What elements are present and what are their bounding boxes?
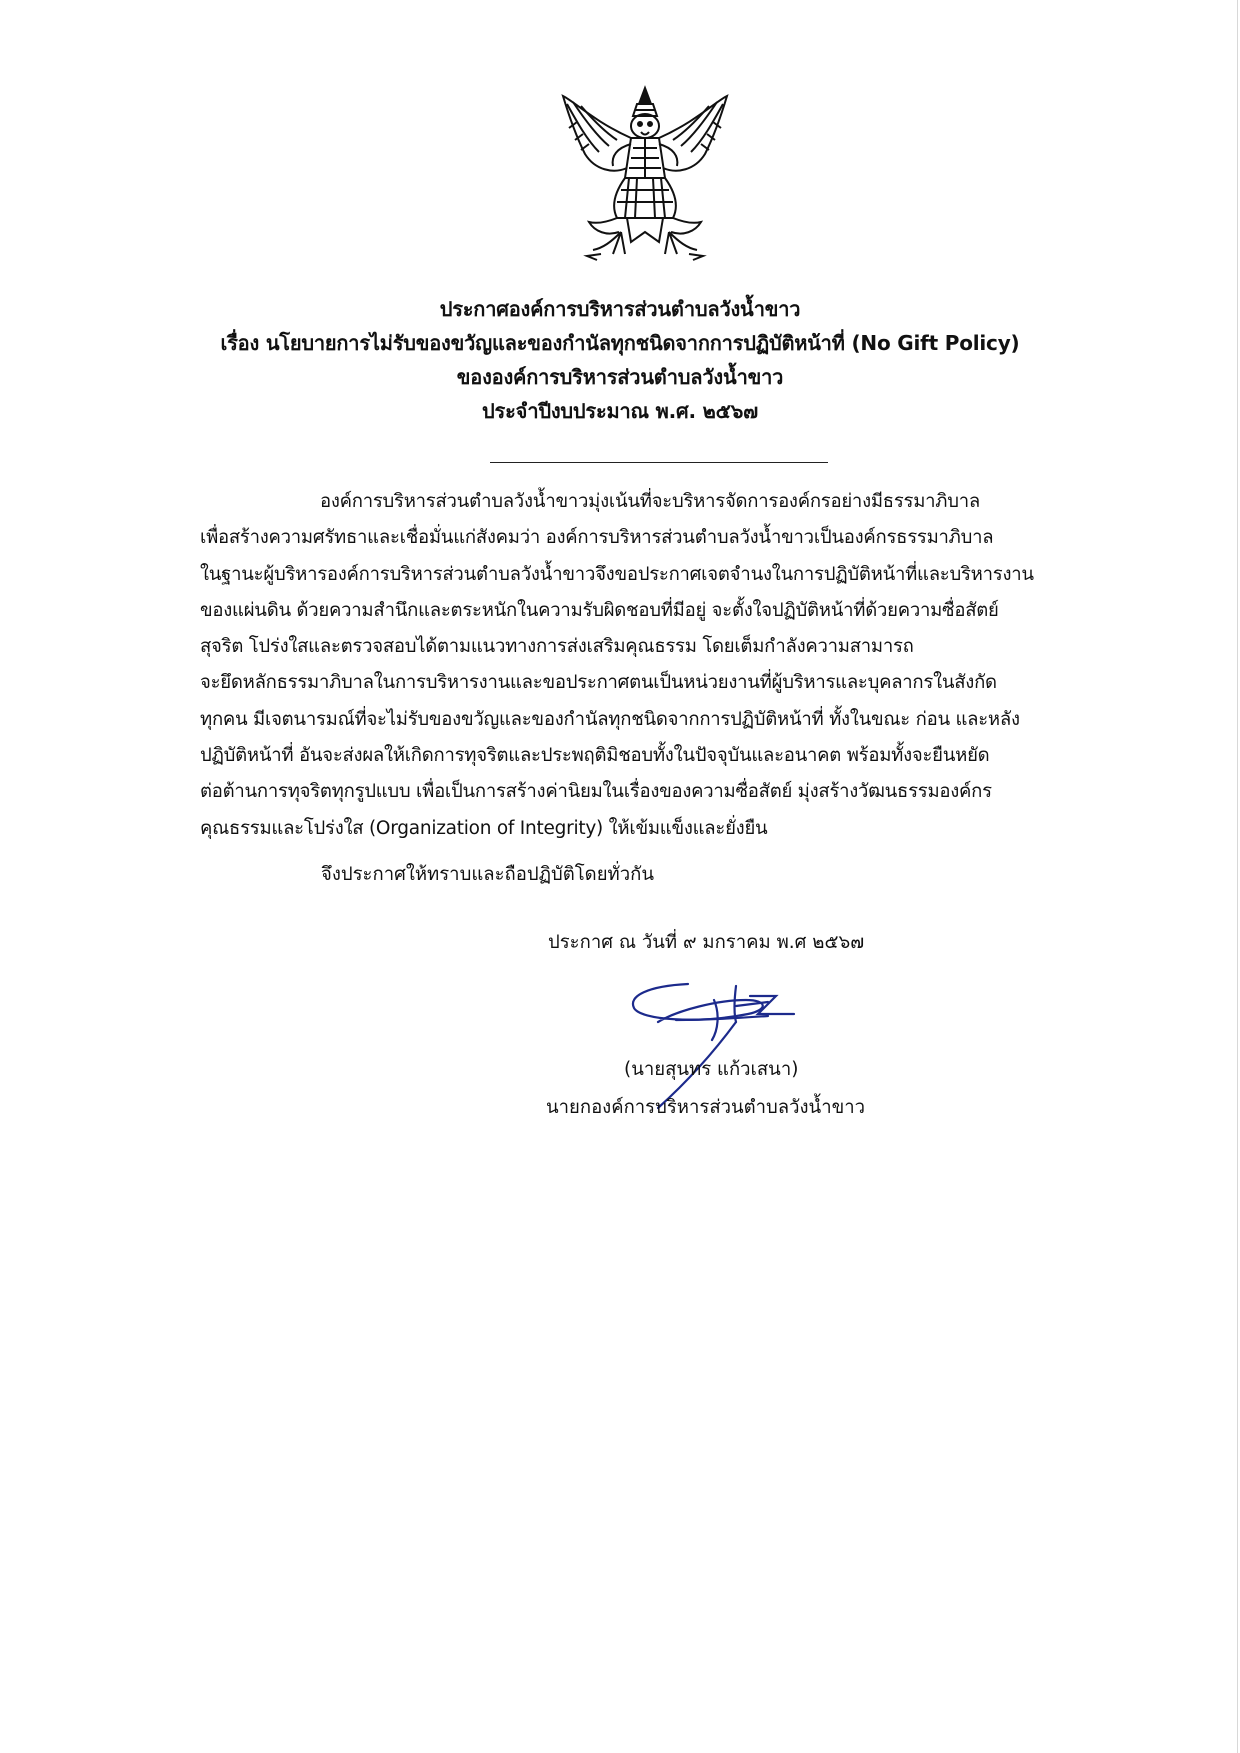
title-divider bbox=[490, 462, 828, 463]
announcement-title bbox=[150, 292, 1090, 428]
signatory-title: นายกองค์การบริหารส่วนตำบลวังน้ำขาว bbox=[546, 1097, 866, 1118]
body-line: จะยึดหลักธรรมาภิบาลในการบริหารงานและขอประกาศตนเป็นหน่วยงานที่ผู้บริหารและบุคลากรในสังกัด bbox=[200, 672, 997, 694]
body-line: ปฏิบัติหน้าที่ อันจะส่งผลให้เกิดการทุจริตและประพฤติมิชอบทั้งในปัจจุบันและอนาคต พร้อมทั้งจะยืนหยัด bbox=[200, 745, 990, 767]
title-line-3: ขององค์การบริหารส่วนตำบลวังน้ำขาว bbox=[456, 365, 784, 389]
body-line: ทุกคน มีเจตนารมณ์ที่จะไม่รับของขวัญและของกำนัลทุกชนิดจากการปฏิบัติหน้าที่ ทั้งในขณะ ก่อน และหลัง bbox=[200, 708, 1020, 730]
body-line: ต่อต้านการทุจริตทุกรูปแบบ เพื่อเป็นการสร้างค่านิยมในเรื่องของความซื่อสัตย์ มุ่งสร้างวัฒนธรรมองค์กร bbox=[200, 781, 992, 803]
title-line-2: เรื่อง นโยบายการไม่รับของขวัญและของกำนัลทุกชนิดจากการปฏิบัติหน้าที่ (No Gift Policy) bbox=[220, 331, 1020, 355]
signatory-name: (นายสุนทร แก้วเสนา) bbox=[624, 1059, 799, 1080]
body-line: ของแผ่นดิน ด้วยความสำนึกและตระหนักในความรับผิดชอบที่มีอยู่ จะตั้งใจปฏิบัติหน้าที่ด้วยความซื่อสัตย์ bbox=[200, 599, 999, 621]
body-line: คุณธรรมและโปร่งใส (Organization of Integrity) ให้เข้มแข็งและยั่งยืน bbox=[200, 817, 768, 839]
body-line: สุจริต โปร่งใสและตรวจสอบได้ตามแนวทางการส่งเสริมคุณธรรม โดยเต็มกำลังความสามารถ bbox=[200, 636, 914, 658]
garuda-emblem-icon bbox=[555, 82, 735, 262]
page-edge bbox=[1237, 0, 1238, 1753]
body-line: องค์การบริหารส่วนตำบลวังน้ำขาวมุ่งเน้นที่จะบริหารจัดการองค์กรอย่างมีธรรมาภิบาล bbox=[320, 491, 980, 512]
handwritten-signature bbox=[618, 970, 858, 1110]
announcement-body bbox=[200, 484, 1120, 847]
title-line-4: ประจำปีงบประมาณ พ.ศ. ๒๕๖๗ bbox=[482, 399, 758, 423]
title-line-1: ประกาศองค์การบริหารส่วนตำบลวังน้ำขาว bbox=[439, 297, 801, 321]
closing-statement: จึงประกาศให้ทราบและถือปฏิบัติโดยทั่วกัน bbox=[321, 864, 654, 885]
body-line: เพื่อสร้างความศรัทธาและเชื่อมั่นแก่สังคมว่า องค์การบริหารส่วนตำบลวังน้ำขาวเป็นองค์กรธรรมาภิบาล bbox=[200, 527, 994, 549]
body-line: ในฐานะผู้บริหารองค์การบริหารส่วนตำบลวังน้ำขาวจึงขอประกาศเจตจำนงในการปฏิบัติหน้าที่และบริหารงาน bbox=[200, 563, 1034, 585]
announcement-date: ประกาศ ณ วันที่ ๙ มกราคม พ.ศ ๒๕๖๗ bbox=[548, 932, 865, 953]
